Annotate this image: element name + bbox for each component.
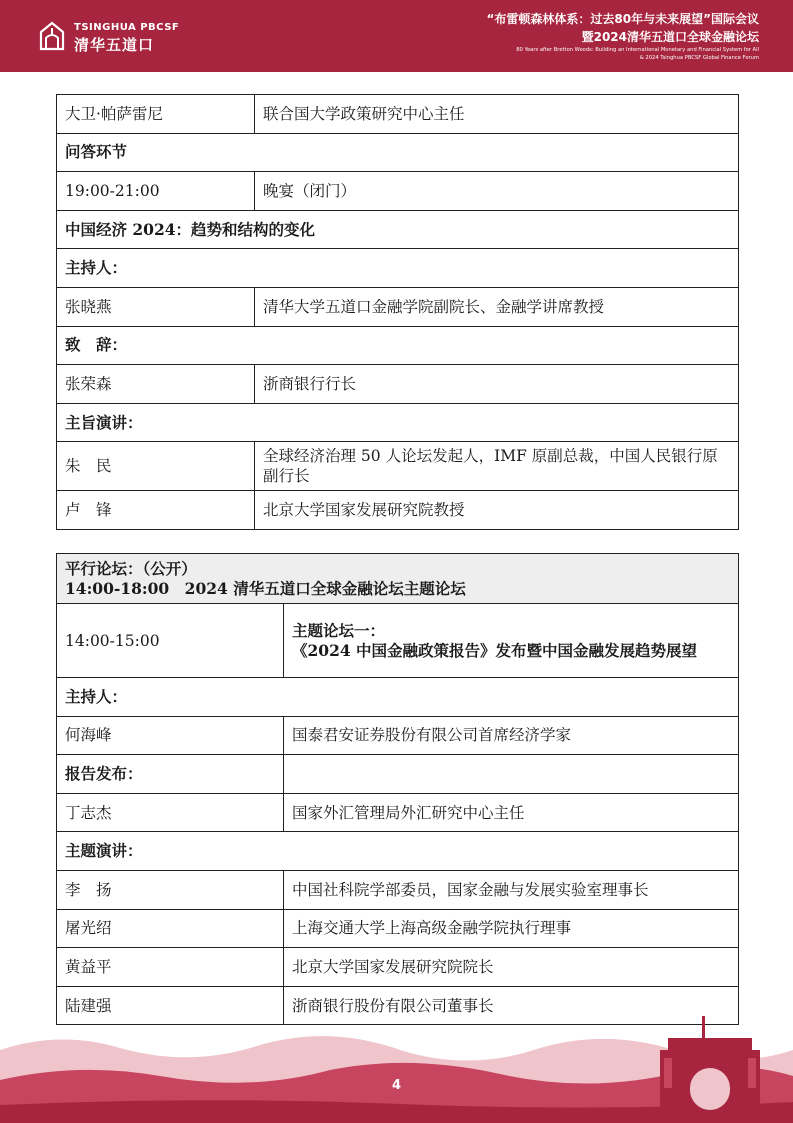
schedule-table-evening [56,94,739,530]
speaker-role: 上海交通大学上海高级金融学院执行理事 [284,909,739,948]
gate-building-icon [660,1016,760,1110]
table-row [57,678,739,717]
report-release-label: 报告发布： [57,755,284,794]
page-number: 4 [391,1078,402,1093]
table-row [57,442,739,491]
table-row [57,172,739,211]
session-time: 19:00-21:00 [57,172,255,211]
theme-speech-label: 主题演讲： [57,832,739,871]
lotus-logo-icon [36,20,68,52]
table-row [57,755,739,794]
speaker-role: 中国社科院学部委员，国家金融与发展实验室理事长 [284,870,739,909]
footer-hills-decoration [0,1010,793,1123]
keynote-label: 主旨演讲： [57,403,739,442]
table-row [57,249,739,288]
table-row [57,870,739,909]
tsinghua-pbcsf-logo [36,20,180,56]
keynote-speaker-name: 朱 民 [57,442,255,491]
address-speaker-name: 张荣森 [57,365,255,404]
qa-session-label: 问答环节 [57,133,739,172]
parallel-forum-subtitle: 14:00-18:00 2024 清华五道口全球金融论坛主题论坛 [65,578,466,598]
parallel-forum-header [57,554,739,604]
address-speaker-role: 浙商银行行长 [255,365,739,404]
forum-title-line2: 暨2024清华五道口全球金融论坛 [581,30,759,44]
empty-cell [284,755,739,794]
table-row [57,909,739,948]
forum-title-block [339,10,759,61]
address-label: 致 辞： [57,326,739,365]
host-role: 清华大学五道口金融学院副院长、金融学讲席教授 [255,287,739,326]
table-row [57,948,739,987]
table-row [57,133,739,172]
table-row [57,365,739,404]
speaker-name: 李 扬 [57,870,284,909]
table-row [57,793,739,832]
table-row [57,491,739,530]
speaker-name: 黄益平 [57,948,284,987]
keynote-speaker-role: 全球经济治理 50 人论坛发起人，IMF 原副总裁，中国人民银行原副行长 [255,442,739,491]
table-row [57,832,739,871]
logo-chinese: 清华五道口 [74,36,155,54]
keynote-speaker-name: 卢 锋 [57,491,255,530]
table-row [57,95,739,134]
sub-forum-time: 14:00-15:00 [57,604,284,678]
page-header [0,0,793,72]
sub-forum-title [284,604,739,678]
forum-subtitle-line2: & 2024 Tsinghua PBCSF Global Finance Forum [639,55,759,61]
host-name: 张晓燕 [57,287,255,326]
table-row [57,554,739,604]
sub-forum-title-line2: 《2024 中国金融政策报告》发布暨中国金融发展趋势展望 [292,640,698,660]
host-name: 何海峰 [57,716,284,755]
forum-subtitle-line1: 80 Years after Bretton Woods: Building an International Monetary and Financial System for All [516,47,759,53]
table-row [57,604,739,678]
schedule-table-parallel-forum [56,553,739,1025]
forum-title-line1: “布雷顿森林体系：过去80年与未来展望”国际会议 [486,12,759,26]
speaker-role: 北京大学国家发展研究院院长 [284,948,739,987]
table-row [57,326,739,365]
report-speaker-name: 丁志杰 [57,793,284,832]
host-role: 国泰君安证券股份有限公司首席经济学家 [284,716,739,755]
speaker-role: 联合国大学政策研究中心主任 [255,95,739,134]
keynote-speaker-role: 北京大学国家发展研究院教授 [255,491,739,530]
session-event: 晚宴（闭门） [255,172,739,211]
sub-forum-title-line1: 主题论坛一： [292,620,386,640]
parallel-forum-title: 平行论坛：（公开） [65,558,197,578]
speaker-name: 大卫·帕萨雷尼 [57,95,255,134]
table-row [57,287,739,326]
speaker-role: 浙商银行股份有限公司董事长 [284,986,739,1025]
host-label: 主持人： [57,249,739,288]
report-speaker-role: 国家外汇管理局外汇研究中心主任 [284,793,739,832]
table-row [57,716,739,755]
host-label: 主持人： [57,678,739,717]
table-row [57,210,739,249]
speaker-name: 屠光绍 [57,909,284,948]
table-row [57,403,739,442]
speaker-name: 陆建强 [57,986,284,1025]
session-title: 中国经济 2024：趋势和结构的变化 [57,210,739,249]
logo-english: TSINGHUA PBCSF [74,22,180,33]
